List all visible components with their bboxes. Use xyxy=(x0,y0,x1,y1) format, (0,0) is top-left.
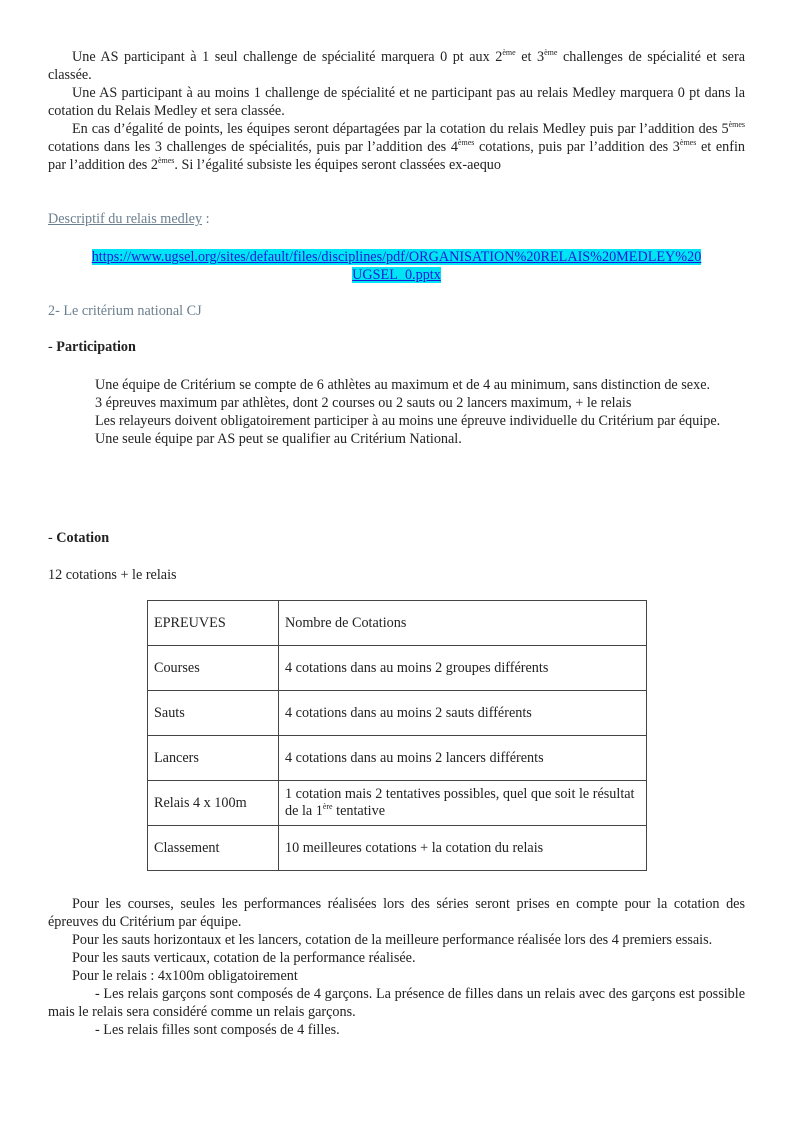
table-cell xyxy=(279,781,647,826)
medley-link-label[interactable]: Descriptif du relais medley xyxy=(48,211,203,227)
medley-url-block xyxy=(48,248,745,284)
cotation-heading xyxy=(48,529,745,547)
intro-paragraph-3 xyxy=(48,120,745,174)
rules-paragraph-1: Pour les courses, seules les performances réalisées lors des séries seront prises en compte pour la cotation des épreuves du Critérium par équipe. xyxy=(48,896,745,930)
table-cell: Classement xyxy=(148,826,279,871)
cotation-summary: 12 cotations + le relais xyxy=(48,567,177,583)
rules-paragraph-5: - Les relais garçons sont composés de 4 garçons. La présence de filles dans un relais avec des garçons est possible mais le relais sera considéré comme un relais garçons. xyxy=(48,986,745,1020)
text-run: et enfin par l’addition des 2 xyxy=(48,139,745,173)
rules-section xyxy=(48,895,745,1039)
cotation-heading-text: Cotation xyxy=(56,530,110,546)
medley-url-line-1 xyxy=(48,248,745,266)
table-row xyxy=(148,826,647,871)
rules-paragraph-6: - Les relais filles sont composés de 4 filles. xyxy=(95,1022,340,1038)
rules-paragraph-3: Pour les sauts verticaux, cotation de la performance réalisée. xyxy=(72,950,416,966)
text-run: et 3 xyxy=(515,49,545,65)
table-row xyxy=(148,781,647,826)
text-run: tentative xyxy=(332,803,385,819)
medley-url-line-2 xyxy=(48,266,745,284)
text-run: challenges de spécialité et sera classée. xyxy=(48,49,746,83)
table-row xyxy=(148,646,647,691)
participation-paragraph-2: 3 épreuves maximum par athlètes, dont 2 courses ou 2 sauts ou 2 lancers maximum, + le relais xyxy=(95,395,632,411)
intro-paragraph-2: Une AS participant à au moins 1 challenge de spécialité et ne participant pas au relais Medley marquera 0 pt dans la cotation du Relais Medley et sera classée. xyxy=(48,85,745,119)
cotation-table xyxy=(147,600,647,871)
table-cell: Courses xyxy=(148,646,279,691)
table-header-cell: Nombre de Cotations xyxy=(279,601,647,646)
superscript: èmes xyxy=(728,120,745,129)
participation-paragraph-1: Une équipe de Critérium se compte de 6 athlètes au maximum et de 4 au minimum, sans distinction de sexe. xyxy=(95,377,711,393)
rules-paragraph-4: Pour le relais : 4x100m obligatoirement xyxy=(72,968,298,984)
dash: - xyxy=(48,530,57,546)
superscript: èmes xyxy=(457,138,475,147)
table-cell: 10 meilleures cotations + la cotation du relais xyxy=(279,826,647,871)
text-run: Une AS participant à 1 seul challenge de spécialité marquera 0 pt aux 2 xyxy=(72,49,503,65)
intro-section xyxy=(48,48,745,174)
medley-url-link[interactable]: https://www.ugsel.org/sites/default/files/disciplines/pdf/ORGANISATION%20RELAIS%20MEDLEY%20 xyxy=(91,249,702,265)
superscript: èmes xyxy=(157,156,175,165)
superscript: ème xyxy=(544,48,558,57)
medley-label-line xyxy=(48,210,745,228)
table-cell: Lancers xyxy=(148,736,279,781)
table-cell: 4 cotations dans au moins 2 sauts différents xyxy=(279,691,647,736)
medley-description xyxy=(48,210,745,228)
table-row xyxy=(148,691,647,736)
text-run: cotations, puis par l’addition des 3 xyxy=(474,139,680,155)
medley-url-link-continued[interactable]: UGSEL_0.pptx xyxy=(352,267,441,283)
table-cell: 4 cotations dans au moins 2 groupes différents xyxy=(279,646,647,691)
superscript: ème xyxy=(502,48,516,57)
text-run: 1 cotation mais 2 tentatives possibles, quel que soit le résultat de la 1 xyxy=(285,786,635,819)
participation-paragraph-4: Une seule équipe par AS peut se qualifier au Critérium National. xyxy=(95,431,462,447)
table-cell: Relais 4 x 100m xyxy=(148,781,279,826)
text-run: . Si l’égalité subsiste les équipes seront classées ex-aequo xyxy=(174,157,501,173)
section-2-title: 2- Le critérium national CJ xyxy=(48,303,202,319)
participation-section xyxy=(48,376,745,448)
participation-heading xyxy=(48,338,745,356)
colon: : xyxy=(202,211,210,227)
table-row xyxy=(148,736,647,781)
table-header-cell: EPREUVES xyxy=(148,601,279,646)
text-run: En cas d’égalité de points, les équipes seront départagées par la cotation du relais Medley puis par l’addition des 5 xyxy=(72,121,729,137)
text-run: cotations dans les 3 challenges de spécialités, puis par l’addition des 4 xyxy=(48,139,458,155)
table-cell: 4 cotations dans au moins 2 lancers différents xyxy=(279,736,647,781)
intro-paragraph-1 xyxy=(48,48,745,84)
table-cell: Sauts xyxy=(148,691,279,736)
superscript: ère xyxy=(322,802,333,811)
dash: - xyxy=(48,339,57,355)
rules-paragraph-2: Pour les sauts horizontaux et les lancers, cotation de la meilleure performance réalisée lors des 4 premiers essais. xyxy=(72,932,713,948)
superscript: èmes xyxy=(679,138,697,147)
table-header-row xyxy=(148,601,647,646)
participation-heading-text: Participation xyxy=(56,339,136,355)
participation-paragraph-3: Les relayeurs doivent obligatoirement participer à au moins une épreuve individuelle du Critérium par équipe. xyxy=(95,413,721,429)
